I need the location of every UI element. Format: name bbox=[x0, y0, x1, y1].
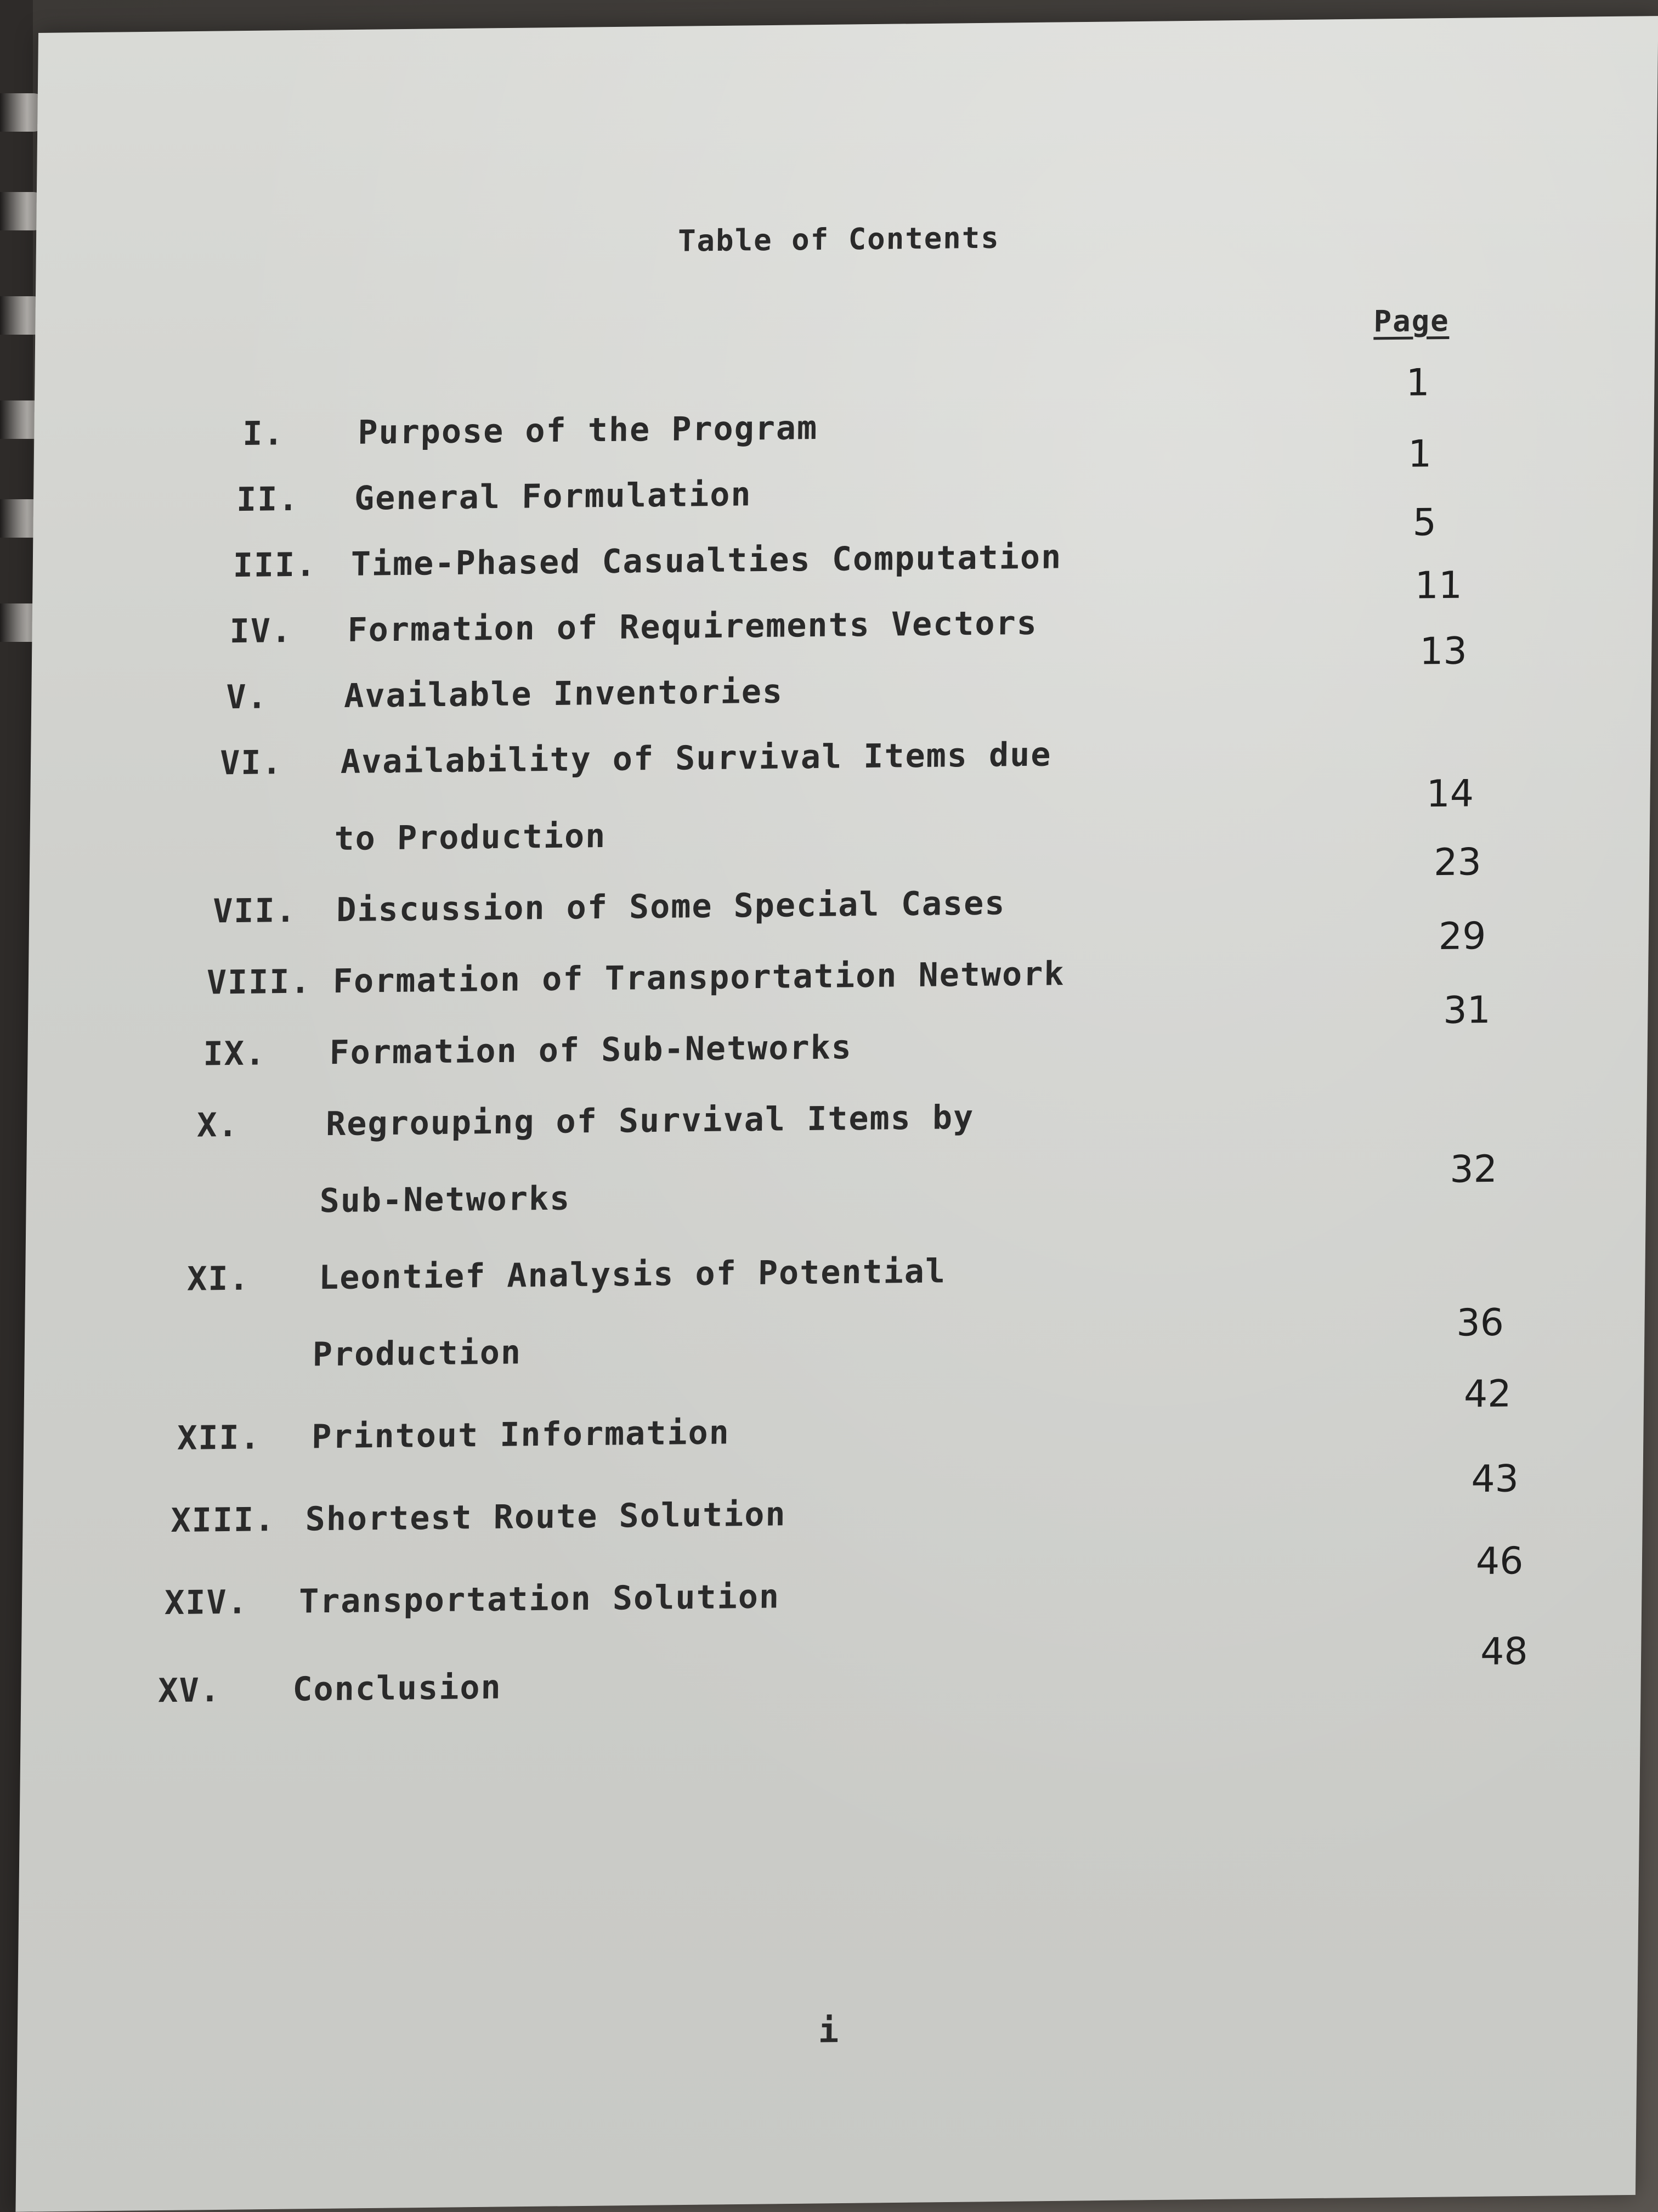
toc-numeral: VIII. bbox=[206, 962, 312, 1002]
toc-numeral: II. bbox=[236, 479, 299, 520]
toc-numeral: V. bbox=[225, 678, 268, 717]
toc-entry-title: Printout Information bbox=[311, 1413, 731, 1457]
toc-page-number: 36 bbox=[1456, 1301, 1504, 1345]
toc-page-number: 5 bbox=[1412, 501, 1437, 545]
toc-numeral: XIII. bbox=[171, 1500, 276, 1541]
toc-entry-title: Transportation Solution bbox=[298, 1577, 780, 1621]
toc-page-number: 1 bbox=[1406, 361, 1430, 405]
toc-page-number: 43 bbox=[1471, 1457, 1519, 1502]
toc-page-number: 46 bbox=[1475, 1539, 1524, 1584]
toc-numeral: IV. bbox=[229, 611, 293, 651]
toc-page-number: 23 bbox=[1433, 840, 1482, 885]
toc-entry-title: Formation of Transportation Network bbox=[332, 955, 1065, 1001]
page-column-header: Page bbox=[1373, 303, 1450, 339]
toc-entry-title: General Formulation bbox=[354, 475, 752, 518]
toc-entry-title: Shortest Route Solution bbox=[305, 1495, 787, 1539]
toc-page-number: 32 bbox=[1450, 1147, 1498, 1192]
footer-page-number: i bbox=[818, 2010, 839, 2051]
toc-numeral: X. bbox=[196, 1105, 239, 1145]
toc-page-number: 31 bbox=[1443, 988, 1491, 1032]
document-page bbox=[15, 16, 1658, 2212]
toc-page-number: 29 bbox=[1438, 915, 1486, 958]
toc-entry-title: Purpose of the Program bbox=[358, 409, 818, 452]
toc-page-number: 14 bbox=[1426, 772, 1474, 816]
toc-numeral: VII. bbox=[212, 891, 297, 931]
toc-page-number: 11 bbox=[1414, 563, 1463, 608]
toc-entry-title: Formation of Sub-Networks bbox=[329, 1028, 853, 1073]
toc-entry-title: Time-Phased Casualties Computation bbox=[350, 538, 1062, 584]
toc-numeral: I. bbox=[242, 414, 285, 453]
toc-entry-title: Regrouping of Survival Items by bbox=[325, 1098, 975, 1144]
toc-numeral: XIV. bbox=[164, 1583, 248, 1623]
toc-entry-title-continued: Production bbox=[312, 1333, 522, 1374]
toc-numeral: III. bbox=[233, 545, 317, 585]
toc-numeral: VI. bbox=[219, 743, 283, 783]
page-title: Table of Contents bbox=[677, 220, 1000, 258]
toc-page-number: 42 bbox=[1463, 1372, 1512, 1417]
toc-entry-title-continued: Sub-Networks bbox=[319, 1179, 571, 1221]
toc-entry-title: Availability of Survival Items due bbox=[340, 735, 1052, 782]
toc-entry-title: Conclusion bbox=[292, 1668, 502, 1709]
toc-entry-title-continued: to Production bbox=[334, 816, 607, 859]
toc-numeral: XII. bbox=[177, 1418, 262, 1458]
toc-entry-title: Discussion of Some Special Cases bbox=[336, 884, 1006, 930]
toc-entry-title: Formation of Requirements Vectors bbox=[347, 603, 1038, 650]
toc-page-number: 1 bbox=[1407, 432, 1432, 476]
toc-numeral: XI. bbox=[186, 1259, 250, 1299]
toc-page-number: 13 bbox=[1419, 629, 1468, 674]
toc-entry-title: Leontief Analysis of Potential bbox=[318, 1252, 947, 1297]
toc-entry-title: Available Inventories bbox=[344, 672, 784, 715]
toc-numeral: XV. bbox=[157, 1671, 222, 1711]
toc-page-number: 48 bbox=[1480, 1630, 1529, 1674]
toc-numeral: IX. bbox=[203, 1034, 267, 1074]
